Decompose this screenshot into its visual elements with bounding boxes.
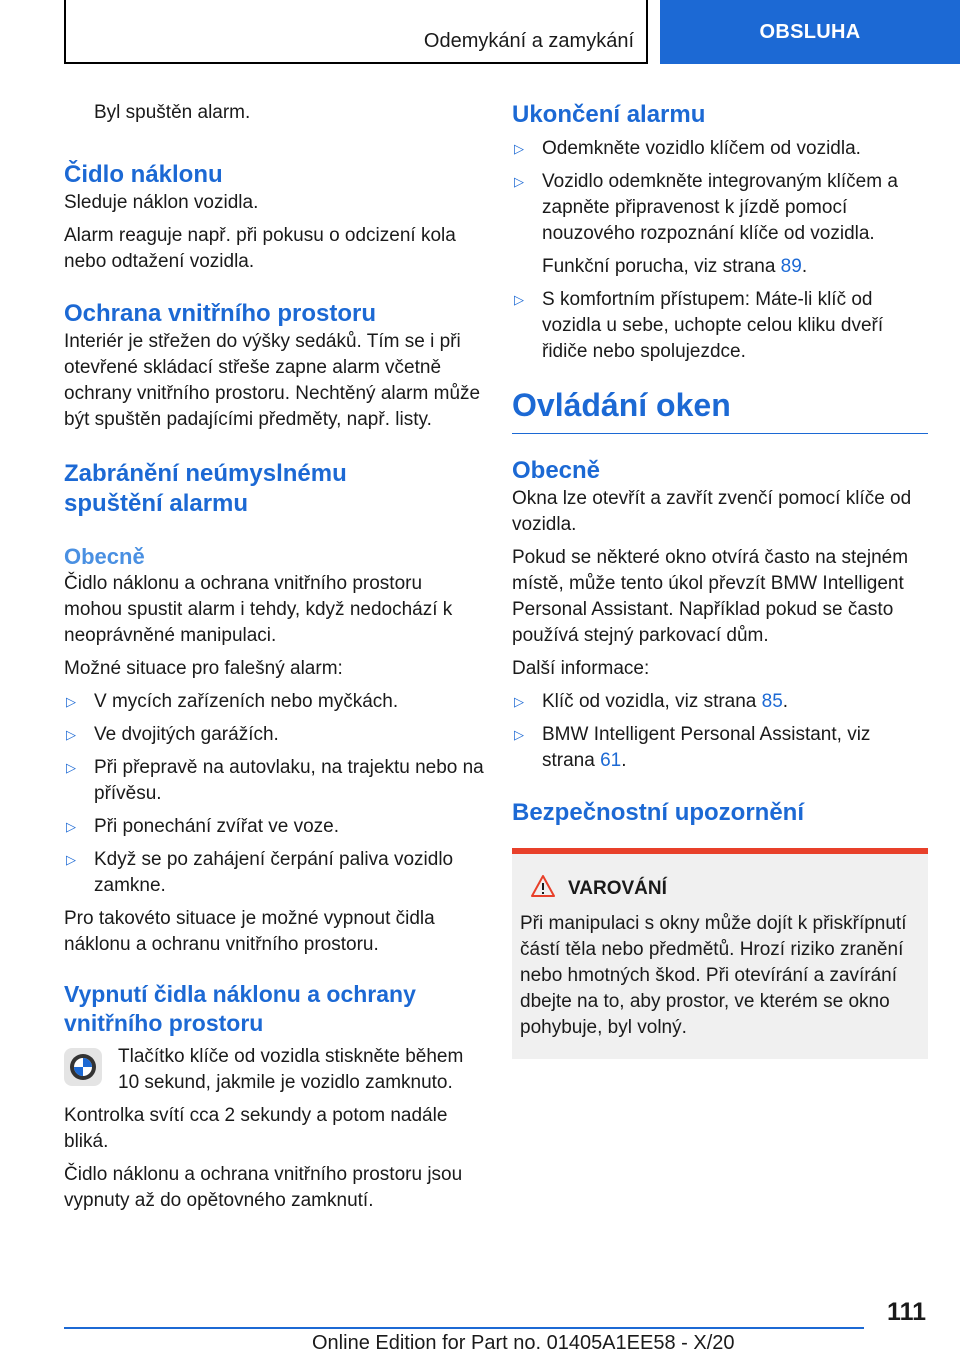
prevent-heading-2: spuštění alarmu [64,490,249,517]
malfunction-note: Funkční porucha, viz strana 89. [542,256,808,277]
footer-edition: Online Edition for Part no. 01405A1EE58 - X/20 [312,1332,735,1354]
windows-p2: Pokud se některé okno otvírá často na stejném místě, může tento úkol převzít BMW Intelligent Personal Assistant. Například pokud se často používá stejný parkovací dům. [512,547,909,646]
warning-box [512,848,928,1059]
prevent-heading-1: Zabránění neúmyslnému [64,460,347,487]
page-link-85[interactable]: 85 [761,691,783,712]
false-alarm-list [64,689,484,899]
bullet-triangle-icon: ▷ [514,292,524,307]
list-item: ▷ BMW Intelligent Personal Assistant, viz strana 61. [514,724,871,771]
prevent-p1: Čidlo náklonu a ochrana vnitřního prostoru mohou spustit alarm i tehdy, když nedochází k neoprávněné manipulaci. [64,573,453,646]
page-link-61[interactable]: 61 [600,750,622,771]
prevent-p3: Pro takovéto situace je možné vypnout čidla náklonu a ochranu vnitřního prostoru. [64,908,435,955]
end-alarm-list [512,136,928,365]
bullet-triangle-icon: ▷ [514,141,524,156]
list-item: ▷ Vozidlo odemkněte integrovaným klíčem a zapněte připravenost k jízdě pomocí nouzového rozpoznání klíče od vozidla. Funkční porucha, viz strana 89. [512,169,928,280]
interior-heading: Ochrana vnitřního prostoru [64,300,377,327]
windows-p3: Další informace: [512,658,650,679]
bullet-triangle-icon: ▷ [514,174,524,189]
end-alarm-heading: Ukončení alarmu [512,101,706,128]
windows-subheading: Obecně [512,457,601,484]
bullet-triangle-icon: ▷ [514,727,524,742]
tilt-p1: Sleduje náklon vozidla. [64,192,259,213]
bullet-triangle-icon: ▷ [514,694,524,709]
interior-p1: Interiér je střežen do výšky sedáků. Tím se i při otevřené skládací střeše zapne alarm včetně ochrany vnitřního prostoru. Nechtěný alarm může být spuštěn padajícími předměty, např. listy. [64,331,481,430]
header-section-box [64,0,648,64]
list-item: ▷ Klíč od vozidla, viz strana 85. [512,689,928,715]
page-link-89[interactable]: 89 [780,256,802,277]
disable-p2: Čidlo náklonu a ochrana vnitřního prostoru jsou vypnuty až do opětovného zamknutí. [64,1164,463,1211]
list-item: ▷ S komfortním přístupem: Máte-li klíč od vozidla u sebe, uchopte celou kliku dveří řidiče nebo spolujezdce. [514,289,884,362]
left-column [64,100,484,1221]
key-instruction [64,1044,484,1096]
tilt-heading: Čidlo náklonu [64,161,223,188]
bullet-triangle-icon: ▷ [66,819,76,834]
list-item: ▷ Ve dvojitých garážích. [64,722,484,748]
safety-heading: Bezpečnostní upozornění [512,799,805,826]
warning-text: Při manipulaci s okny může dojít k přiskřípnutí částí těla nebo předmětů. Hrozí riziko zranění nebo hmotných škod. Při otevírání a zavírání dbejte na to, aby prostor, ve kterém se okno pohybuje, byl volný. [520,913,907,1038]
list-item: ▷ V mycích zařízeních nebo myčkách. [64,689,484,715]
key-text: Tlačítko klíče od vozidla stiskněte během 10 sekund, jakmile je vozidlo zamknuto. [118,1046,464,1093]
prevent-subheading: Obecně [64,544,145,569]
bullet-triangle-icon: ▷ [66,852,76,867]
windows-heading: Ovládání oken [512,385,928,434]
disable-heading-1: Vypnutí čidla náklonu a ochrany [64,981,416,1007]
list-item: ▷ Při přepravě na autovlaku, na trajektu nebo na přívěsu. [66,757,484,804]
list-item: ▷ Když se po zahájení čerpání paliva vozidlo zamkne. [66,849,454,896]
disable-heading-2: vnitřního prostoru [64,1010,264,1036]
bullet-triangle-icon: ▷ [66,760,76,775]
warning-title: VAROVÁNÍ [568,877,667,899]
key-button-icon [64,1048,102,1086]
disable-p1: Kontrolka svítí cca 2 sekundy a potom nadále bliká. [64,1105,448,1152]
page-number: 111 [887,1298,926,1326]
prevent-p2: Možné situace pro falešný alarm: [64,658,343,679]
intro-text: Byl spuštěn alarm. [94,102,251,123]
tilt-p2: Alarm reaguje např. při pokusu o odcizení kola nebo odtažení vozidla. [64,225,456,272]
warning-triangle-icon [530,874,556,903]
header-tab-obsluha[interactable]: OBSLUHA [660,0,960,64]
footer-divider [64,1327,864,1329]
warning-header [530,874,920,903]
bullet-triangle-icon: ▷ [66,727,76,742]
header-section-title: Odemykání a zamykání [423,30,634,52]
windows-info-list [512,689,928,774]
windows-p1: Okna lze otevřít a zavřít zvenčí pomocí klíče od vozidla. [512,488,912,535]
list-item: ▷ Při ponechání zvířat ve voze. [64,814,484,840]
bullet-triangle-icon: ▷ [66,694,76,709]
list-item: ▷ Odemkněte vozidlo klíčem od vozidla. [512,136,928,162]
right-column [512,100,928,1059]
